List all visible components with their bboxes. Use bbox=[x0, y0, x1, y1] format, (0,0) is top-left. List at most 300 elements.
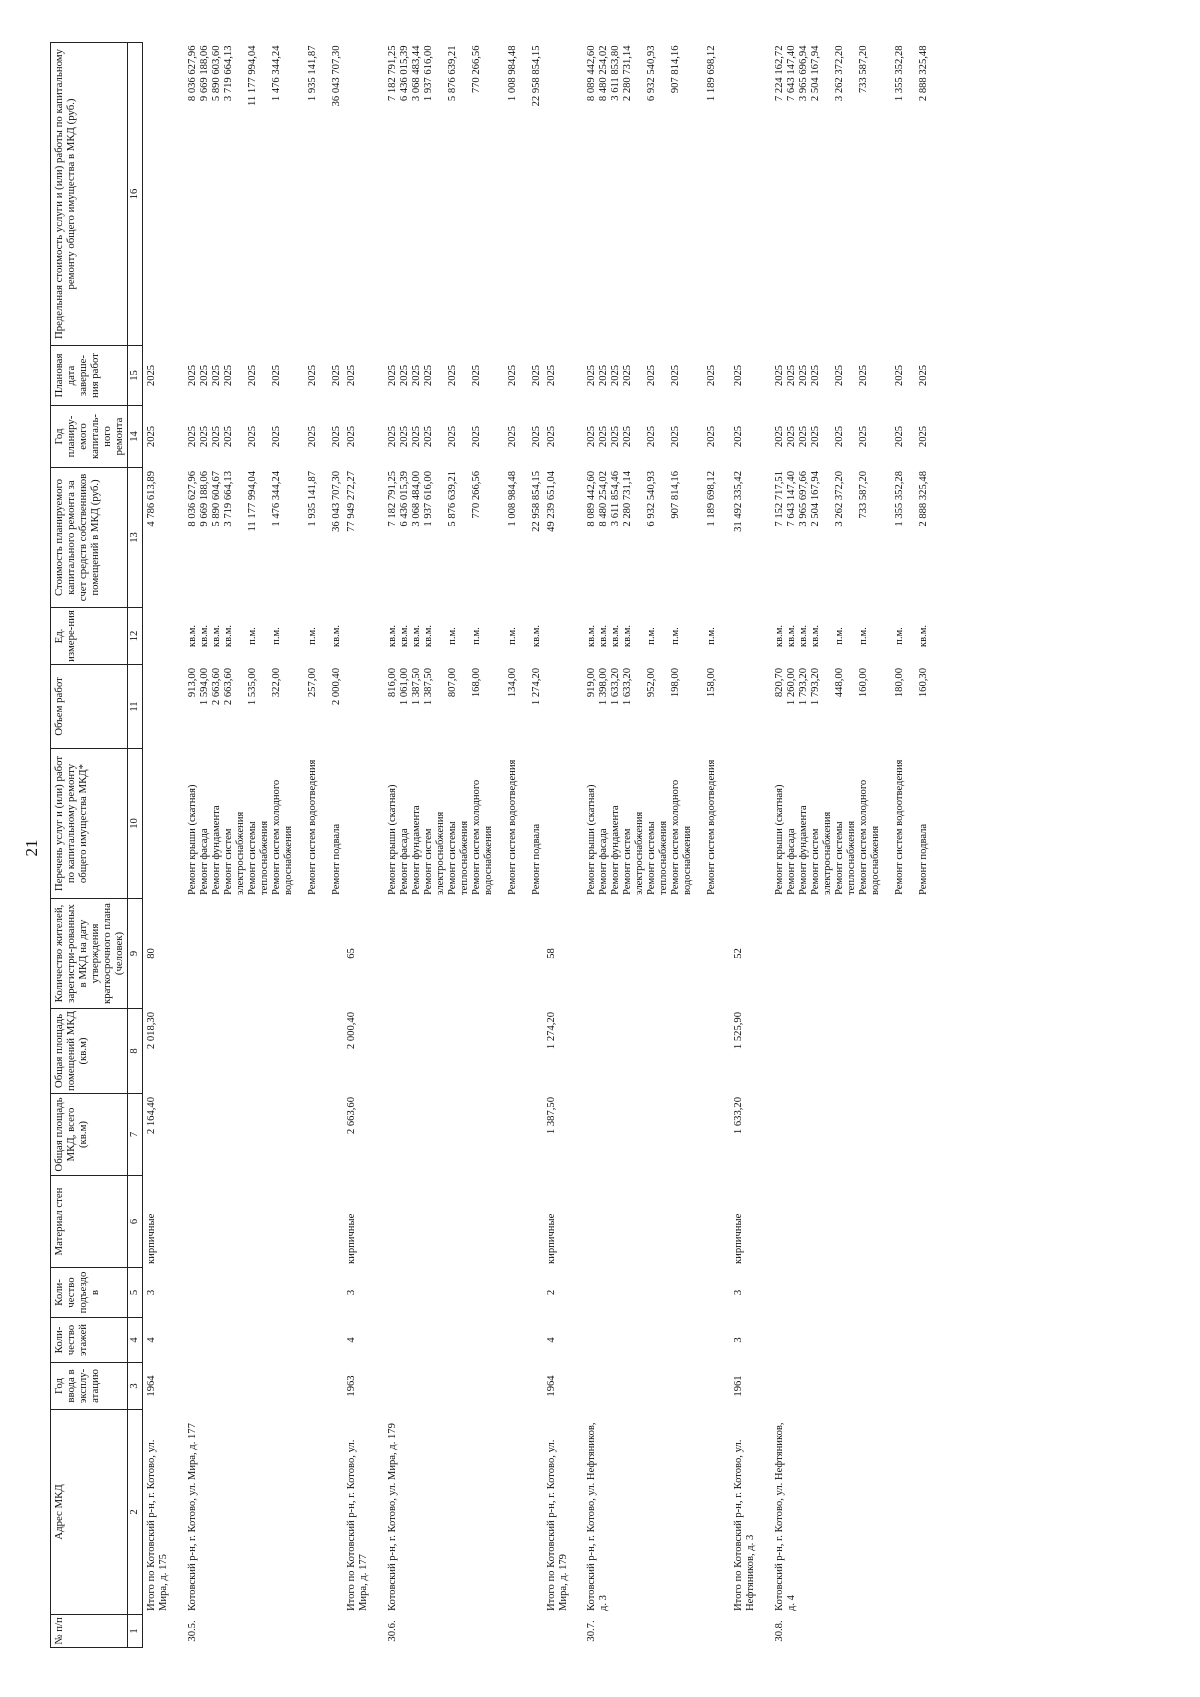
total-cost: 4 786 613,89 bbox=[146, 471, 158, 527]
entrances-count: 3 bbox=[146, 1289, 158, 1296]
work-year: 2025 bbox=[834, 425, 846, 448]
work-limit-cost: 1 476 344,24 bbox=[271, 45, 283, 102]
work-year: 2025 bbox=[446, 425, 458, 448]
work-volume: 913,00 bbox=[187, 668, 199, 698]
work-volume: 1 793,20 bbox=[798, 668, 810, 706]
column-number-row bbox=[128, 43, 143, 1648]
work-end-date: 2025 bbox=[506, 364, 518, 387]
work-cost: 36 043 707,30 bbox=[331, 471, 343, 532]
building-row bbox=[384, 43, 543, 1648]
work-year: 2025 bbox=[706, 425, 718, 448]
work-end-date: 2025 bbox=[199, 364, 211, 387]
work-volume: 198,00 bbox=[670, 668, 682, 698]
item-number: 30.6. bbox=[386, 1620, 398, 1642]
work-year: 2025 bbox=[786, 425, 798, 448]
work-cost: 3 068 484,00 bbox=[410, 471, 422, 527]
work-cost: 7 182 791,25 bbox=[386, 471, 398, 527]
work-end-date: 2025 bbox=[646, 364, 658, 387]
work-name: Ремонт системы теплоснабжения bbox=[834, 820, 858, 895]
total-cost: 31 492 335,42 bbox=[733, 471, 745, 532]
work-unit: кв.м. bbox=[187, 624, 199, 648]
work-end-date: 2025 bbox=[786, 364, 798, 387]
work-name: Ремонт подвала bbox=[530, 823, 542, 895]
work-cost: 1 355 352,28 bbox=[894, 471, 906, 527]
work-cost-cell bbox=[184, 468, 343, 608]
column-number: 11 bbox=[128, 665, 143, 749]
column-header: Материал стен bbox=[51, 1176, 128, 1268]
work-unit: кв.м. bbox=[422, 624, 434, 648]
work-end-date-cell bbox=[384, 346, 543, 406]
work-name: Ремонт системы теплоснабжения bbox=[446, 820, 470, 895]
work-name: Ремонт фасада bbox=[199, 828, 211, 895]
work-end-date: 2025 bbox=[307, 364, 319, 387]
entrances-count: 3 bbox=[346, 1289, 358, 1296]
work-cost: 3 965 697,66 bbox=[798, 471, 810, 527]
work-volume: 1 061,00 bbox=[398, 668, 410, 706]
empty bbox=[143, 1615, 184, 1648]
work-year-cell bbox=[184, 406, 343, 468]
work-name: Ремонт фундамента bbox=[798, 805, 810, 895]
work-limit-cost-cell bbox=[184, 43, 343, 346]
column-number: 6 bbox=[128, 1176, 143, 1268]
work-name: Ремонт фундамента bbox=[410, 805, 422, 895]
work-name: Ремонт системы теплоснабжения bbox=[247, 820, 270, 895]
empty bbox=[143, 749, 184, 899]
column-header: Адрес МКД bbox=[51, 1410, 128, 1615]
total-address: Итого по Котовский р-н, г. Котово, ул. Мира, д. 177 bbox=[346, 1439, 369, 1611]
work-year: 2025 bbox=[530, 425, 542, 448]
work-year: 2025 bbox=[774, 425, 786, 448]
work-year: 2025 bbox=[810, 425, 822, 448]
work-volume: 134,00 bbox=[506, 668, 518, 698]
work-end-date: 2025 bbox=[798, 364, 810, 387]
work-volume: 322,00 bbox=[271, 668, 283, 698]
work-volume: 160,00 bbox=[858, 668, 870, 698]
building-address: Котовский р-н, г. Котово, ул. Нефтяников, д. 3 bbox=[586, 1422, 610, 1611]
column-number: 12 bbox=[128, 608, 143, 665]
work-volume-cell bbox=[184, 665, 343, 749]
work-unit: п.м. bbox=[307, 627, 319, 645]
work-name: Ремонт систем водоотведения bbox=[307, 759, 319, 895]
empty bbox=[771, 899, 930, 1009]
end-date: 2025 bbox=[346, 364, 358, 387]
work-limit-cost: 8 480 254,02 bbox=[598, 45, 610, 102]
empty bbox=[384, 1094, 543, 1176]
end-date: 2025 bbox=[545, 364, 557, 387]
work-unit: п.м. bbox=[446, 627, 458, 645]
empty bbox=[771, 1268, 930, 1318]
work-volume-cell bbox=[384, 665, 543, 749]
work-year: 2025 bbox=[410, 425, 422, 448]
work-cost-cell bbox=[583, 468, 730, 608]
work-name: Ремонт систем электроснабжения bbox=[223, 811, 246, 895]
work-volume-cell bbox=[583, 665, 730, 749]
column-number: 5 bbox=[128, 1268, 143, 1318]
work-name: Ремонт систем холодного водоснабжения bbox=[858, 779, 882, 895]
work-year: 2025 bbox=[894, 425, 906, 448]
plan-year: 2025 bbox=[346, 425, 358, 448]
work-end-date: 2025 bbox=[247, 364, 259, 387]
work-end-date: 2025 bbox=[211, 364, 223, 387]
column-header: Количество жителей, зарегистри-рованных в МКД на дату утверждения краткосрочного плана (человек) bbox=[51, 899, 128, 1009]
work-year: 2025 bbox=[331, 425, 343, 448]
work-limit-cost: 7 182 791,25 bbox=[386, 45, 398, 102]
building-row bbox=[771, 43, 930, 1648]
work-cost: 3 719 664,13 bbox=[223, 471, 235, 527]
work-year-cell bbox=[384, 406, 543, 468]
empty bbox=[384, 899, 543, 1009]
column-number: 4 bbox=[128, 1318, 143, 1363]
work-name: Ремонт систем водоотведения bbox=[506, 759, 518, 895]
work-cost: 1 189 698,12 bbox=[706, 471, 718, 527]
empty bbox=[583, 899, 730, 1009]
column-header: Общая площадь МКД, всего (кв.м) bbox=[51, 1094, 128, 1176]
work-year: 2025 bbox=[798, 425, 810, 448]
rooms-area: 1 274,20 bbox=[545, 1012, 557, 1050]
empty bbox=[184, 1363, 343, 1410]
work-unit: п.м. bbox=[670, 627, 682, 645]
plan-year: 2025 bbox=[146, 425, 158, 448]
wall-material: кирпичные bbox=[146, 1213, 158, 1264]
work-year: 2025 bbox=[622, 425, 634, 448]
work-cost: 7 152 717,51 bbox=[774, 471, 786, 527]
total-address: Итого по Котовский р-н, г. Котово, ул. Мира, д. 179 bbox=[545, 1439, 569, 1611]
work-limit-cost: 22 958 854,15 bbox=[530, 45, 542, 107]
work-cost: 2 504 167,94 bbox=[810, 471, 822, 527]
work-volume: 919,00 bbox=[586, 668, 598, 698]
work-volume: 1 793,20 bbox=[810, 668, 822, 706]
work-limit-cost: 5 876 639,21 bbox=[446, 45, 458, 102]
work-limit-cost: 907 814,16 bbox=[670, 45, 682, 94]
empty bbox=[143, 43, 184, 346]
column-header: Год планиру-емого капиталь-ного ремонта bbox=[51, 406, 128, 468]
work-volume: 180,00 bbox=[894, 668, 906, 698]
empty bbox=[184, 1009, 343, 1094]
work-year: 2025 bbox=[858, 425, 870, 448]
work-volume: 2 663,60 bbox=[211, 668, 223, 706]
table-header-row bbox=[51, 43, 128, 1648]
work-end-date: 2025 bbox=[810, 364, 822, 387]
empty bbox=[730, 665, 771, 749]
column-number: 1 bbox=[128, 1615, 143, 1648]
column-number: 7 bbox=[128, 1094, 143, 1176]
empty bbox=[730, 43, 771, 346]
work-volume: 1 594,00 bbox=[199, 668, 211, 706]
work-limit-cost: 1 008 984,48 bbox=[506, 45, 518, 102]
work-volume: 1 633,20 bbox=[622, 668, 634, 706]
empty bbox=[184, 1318, 343, 1363]
work-cost: 11 177 994,04 bbox=[247, 471, 259, 532]
residents-count: 58 bbox=[545, 948, 557, 959]
work-end-date: 2025 bbox=[918, 364, 930, 387]
work-limit-cost: 2 888 325,48 bbox=[918, 45, 930, 102]
column-header: Перечень услуг и (или) работ по капитальному ремонту общего имущества МКД* bbox=[51, 749, 128, 899]
empty bbox=[343, 1615, 384, 1648]
empty bbox=[184, 1176, 343, 1268]
work-limit-cost: 3 965 696,94 bbox=[798, 45, 810, 102]
work-unit: п.м. bbox=[271, 627, 283, 645]
plan-year: 2025 bbox=[733, 425, 745, 448]
work-cost: 22 958 854,15 bbox=[530, 471, 542, 532]
work-unit: п.м. bbox=[247, 627, 259, 645]
building-address: Котовский р-н, г. Котово, ул. Нефтяников, д. 4 bbox=[774, 1422, 798, 1611]
work-year: 2025 bbox=[598, 425, 610, 448]
empty bbox=[184, 1268, 343, 1318]
total-area: 2 663,60 bbox=[346, 1097, 358, 1135]
column-header: № п/п bbox=[51, 1615, 128, 1648]
empty bbox=[343, 43, 384, 346]
work-cost: 6 436 015,39 bbox=[398, 471, 410, 527]
work-unit: п.м. bbox=[858, 627, 870, 645]
work-unit: кв.м. bbox=[622, 624, 634, 648]
work-end-date: 2025 bbox=[271, 364, 283, 387]
work-end-date: 2025 bbox=[586, 364, 598, 387]
work-volume: 816,00 bbox=[386, 668, 398, 698]
work-year: 2025 bbox=[610, 425, 622, 448]
work-unit: кв.м. bbox=[918, 624, 930, 648]
work-name: Ремонт систем водоотведения bbox=[706, 759, 718, 895]
work-unit: кв.м. bbox=[798, 624, 810, 648]
empty bbox=[543, 1615, 584, 1648]
work-name: Ремонт крыши (скатная) bbox=[386, 784, 398, 895]
work-year: 2025 bbox=[271, 425, 283, 448]
work-cost: 1 935 141,87 bbox=[307, 471, 319, 527]
work-end-date: 2025 bbox=[894, 364, 906, 387]
residents-count: 65 bbox=[346, 948, 358, 959]
work-volume: 1 387,50 bbox=[422, 668, 434, 706]
work-name: Ремонт систем холодного водоснабжения bbox=[271, 779, 294, 895]
work-name: Ремонт крыши (скатная) bbox=[187, 784, 199, 895]
year-built: 1963 bbox=[346, 1375, 358, 1397]
empty bbox=[583, 1094, 730, 1176]
work-volume: 1 387,50 bbox=[410, 668, 422, 706]
empty bbox=[184, 1094, 343, 1176]
column-number: 13 bbox=[128, 468, 143, 608]
work-end-date: 2025 bbox=[446, 364, 458, 387]
empty bbox=[543, 749, 584, 899]
floors-count: 4 bbox=[545, 1337, 557, 1343]
work-volume: 1 260,00 bbox=[786, 668, 798, 706]
item-number: 30.8. bbox=[774, 1620, 786, 1642]
empty bbox=[730, 608, 771, 665]
work-unit: кв.м. bbox=[774, 624, 786, 648]
work-unit: кв.м. bbox=[211, 624, 223, 648]
column-header: Плановая дата заверше-ния работ bbox=[51, 346, 128, 406]
work-limit-cost: 1 937 616,00 bbox=[422, 45, 434, 102]
work-unit: кв.м. bbox=[410, 624, 422, 648]
total-row bbox=[143, 43, 184, 1648]
work-name: Ремонт систем холодного водоснабжения bbox=[670, 779, 694, 895]
empty bbox=[771, 1176, 930, 1268]
work-cost: 2 888 325,48 bbox=[918, 471, 930, 527]
work-name: Ремонт системы теплоснабжения bbox=[646, 820, 670, 895]
work-end-date-cell bbox=[771, 346, 930, 406]
item-number: 30.5. bbox=[187, 1620, 199, 1642]
work-cost: 5 890 604,67 bbox=[211, 471, 223, 527]
document-page bbox=[20, 28, 1180, 1668]
work-limit-cost: 7 224 162,72 bbox=[774, 45, 786, 102]
empty bbox=[583, 1318, 730, 1363]
work-year: 2025 bbox=[470, 425, 482, 448]
work-volume: 2 000,40 bbox=[331, 668, 343, 706]
work-limit-cost: 8 036 627,96 bbox=[187, 45, 199, 102]
end-date: 2025 bbox=[146, 364, 158, 387]
work-name: Ремонт систем водоотведения bbox=[894, 759, 906, 895]
year-built: 1964 bbox=[545, 1375, 557, 1397]
total-row bbox=[543, 43, 584, 1648]
work-volume: 257,00 bbox=[307, 668, 319, 698]
work-end-date: 2025 bbox=[610, 364, 622, 387]
column-number: 14 bbox=[128, 406, 143, 468]
work-year: 2025 bbox=[646, 425, 658, 448]
work-limit-cost: 2 280 731,14 bbox=[622, 45, 634, 102]
total-area: 2 164,40 bbox=[146, 1097, 158, 1135]
work-year-cell bbox=[583, 406, 730, 468]
work-name: Ремонт фасада bbox=[598, 828, 610, 895]
work-cost: 8 089 442,60 bbox=[586, 471, 598, 527]
work-cost: 2 280 731,14 bbox=[622, 471, 634, 527]
work-cost: 8 480 254,02 bbox=[598, 471, 610, 527]
empty bbox=[343, 665, 384, 749]
empty bbox=[543, 43, 584, 346]
work-limit-cost: 1 189 698,12 bbox=[706, 45, 718, 102]
work-end-date: 2025 bbox=[530, 364, 542, 387]
work-year-cell bbox=[771, 406, 930, 468]
work-year: 2025 bbox=[506, 425, 518, 448]
work-name-cell bbox=[583, 749, 730, 899]
work-volume: 448,00 bbox=[834, 668, 846, 698]
column-header: Общая площадь помещений МКД (кв.м) bbox=[51, 1009, 128, 1094]
work-volume: 820,70 bbox=[774, 668, 786, 698]
work-end-date: 2025 bbox=[470, 364, 482, 387]
work-cost: 733 587,20 bbox=[858, 471, 870, 519]
work-cost: 770 266,56 bbox=[470, 471, 482, 519]
work-unit: кв.м. bbox=[199, 624, 211, 648]
work-end-date: 2025 bbox=[834, 364, 846, 387]
work-cost: 6 932 540,93 bbox=[646, 471, 658, 527]
work-name: Ремонт крыши (скатная) bbox=[774, 784, 786, 895]
work-unit: кв.м. bbox=[598, 624, 610, 648]
work-unit: п.м. bbox=[506, 627, 518, 645]
work-end-date-cell bbox=[583, 346, 730, 406]
work-unit: кв.м. bbox=[398, 624, 410, 648]
work-year: 2025 bbox=[918, 425, 930, 448]
end-date: 2025 bbox=[733, 364, 745, 387]
work-year: 2025 bbox=[670, 425, 682, 448]
column-header: Ед. измере-ния bbox=[51, 608, 128, 665]
work-cost-cell bbox=[384, 468, 543, 608]
work-name-cell bbox=[184, 749, 343, 899]
work-volume: 807,00 bbox=[446, 668, 458, 698]
work-volume: 1 535,00 bbox=[247, 668, 259, 706]
column-number: 9 bbox=[128, 899, 143, 1009]
total-address: Итого по Котовский р-н, г. Котово, ул. Нефтяников, д. 3 bbox=[733, 1439, 757, 1611]
empty bbox=[384, 1176, 543, 1268]
wall-material: кирпичные bbox=[545, 1213, 557, 1264]
work-year: 2025 bbox=[307, 425, 319, 448]
empty bbox=[384, 1363, 543, 1410]
work-volume: 2 663,60 bbox=[223, 668, 235, 706]
work-unit: п.м. bbox=[646, 627, 658, 645]
empty bbox=[771, 1009, 930, 1094]
floors-count: 4 bbox=[346, 1337, 358, 1343]
work-name: Ремонт подвала bbox=[331, 823, 343, 895]
work-end-date: 2025 bbox=[410, 364, 422, 387]
work-end-date: 2025 bbox=[422, 364, 434, 387]
work-end-date: 2025 bbox=[386, 364, 398, 387]
empty bbox=[384, 1268, 543, 1318]
empty bbox=[583, 1176, 730, 1268]
work-volume: 1 398,00 bbox=[598, 668, 610, 706]
work-limit-cost-cell bbox=[771, 43, 930, 346]
work-name: Ремонт систем холодного водоснабжения bbox=[470, 779, 494, 895]
work-unit: п.м. bbox=[470, 627, 482, 645]
work-cost: 3 611 854,46 bbox=[610, 471, 622, 527]
work-name-cell bbox=[384, 749, 543, 899]
work-unit-cell bbox=[184, 608, 343, 665]
column-header: Год ввода в эксплу-атацию bbox=[51, 1363, 128, 1410]
work-name-cell bbox=[771, 749, 930, 899]
total-area: 1 387,50 bbox=[545, 1097, 557, 1135]
work-name: Ремонт фасада bbox=[398, 828, 410, 895]
work-end-date-cell bbox=[184, 346, 343, 406]
work-end-date: 2025 bbox=[598, 364, 610, 387]
work-cost: 7 643 147,40 bbox=[786, 471, 798, 527]
work-cost: 8 036 627,96 bbox=[187, 471, 199, 527]
empty bbox=[184, 899, 343, 1009]
work-unit: кв.м. bbox=[223, 624, 235, 648]
work-limit-cost: 1 355 352,28 bbox=[894, 45, 906, 102]
work-year: 2025 bbox=[386, 425, 398, 448]
empty bbox=[583, 1363, 730, 1410]
work-volume: 160,30 bbox=[918, 668, 930, 698]
work-volume: 952,00 bbox=[646, 668, 658, 698]
residents-count: 80 bbox=[146, 948, 158, 959]
empty bbox=[730, 749, 771, 899]
floors-count: 3 bbox=[733, 1337, 745, 1343]
empty bbox=[543, 608, 584, 665]
work-unit: п.м. bbox=[834, 627, 846, 645]
entrances-count: 2 bbox=[545, 1289, 557, 1296]
wall-material: кирпичные bbox=[346, 1213, 358, 1264]
work-limit-cost: 5 890 603,60 bbox=[211, 45, 223, 102]
work-name: Ремонт систем электроснабжения bbox=[810, 811, 834, 895]
work-end-date: 2025 bbox=[858, 364, 870, 387]
empty bbox=[343, 749, 384, 899]
building-row bbox=[184, 43, 343, 1648]
work-end-date: 2025 bbox=[622, 364, 634, 387]
total-area: 1 633,20 bbox=[733, 1097, 745, 1135]
work-unit: п.м. bbox=[706, 627, 718, 645]
work-end-date: 2025 bbox=[774, 364, 786, 387]
work-limit-cost: 11 177 994,04 bbox=[247, 45, 259, 107]
work-cost: 3 262 372,20 bbox=[834, 471, 846, 527]
work-limit-cost-cell bbox=[583, 43, 730, 346]
empty bbox=[771, 1094, 930, 1176]
work-limit-cost: 9 669 188,06 bbox=[199, 45, 211, 102]
residents-count: 52 bbox=[733, 948, 745, 959]
work-unit: кв.м. bbox=[386, 624, 398, 648]
work-unit-cell bbox=[771, 608, 930, 665]
item-number: 30.7. bbox=[586, 1620, 598, 1642]
page-number: 21 bbox=[22, 839, 41, 857]
empty bbox=[730, 1615, 771, 1648]
work-limit-cost: 7 643 147,40 bbox=[786, 45, 798, 102]
empty bbox=[343, 608, 384, 665]
work-limit-cost: 6 436 015,39 bbox=[398, 45, 410, 102]
work-name: Ремонт фундамента bbox=[211, 805, 223, 895]
work-year: 2025 bbox=[586, 425, 598, 448]
